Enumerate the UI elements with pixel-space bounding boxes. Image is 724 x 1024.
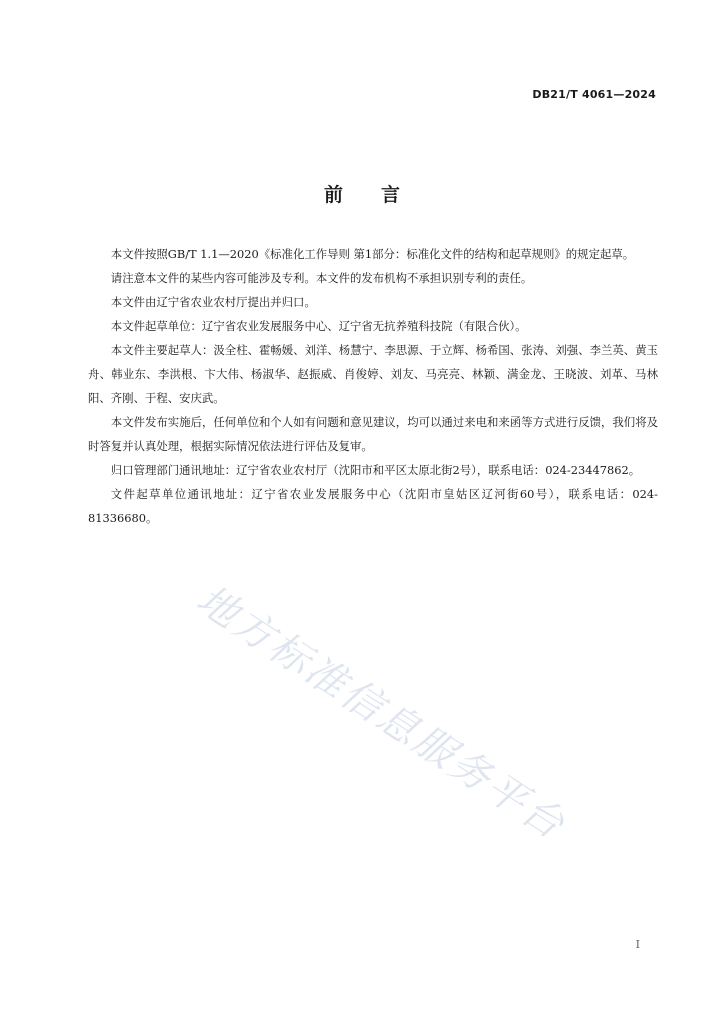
document-code: DB21/T 4061—2024 <box>532 88 656 101</box>
body-text <box>88 242 658 530</box>
paragraph-drafting-rules: 本文件按照GB/T 1.1—2020《标准化工作导则 第1部分：标准化文件的结构和起草规则》的规定起草。 <box>110 247 635 261</box>
watermark: 地方标准信息服务平台 <box>188 576 574 850</box>
paragraph-feedback: 本文件发布实施后，任何单位和个人如有问题和意见建议，均可以通过来电和来函等方式进行反馈，我们将及时答复并认真处理，根据实际情况依法进行评估及复审。 <box>88 415 658 453</box>
page-title: 前 言 <box>323 184 400 206</box>
paragraph-drafters: 本文件主要起草人：汲全柱、霍畅媛、刘洋、杨慧宁、李思源、于立辉、杨希国、张涛、刘强、李兰英、黄玉舟、韩业东、李洪根、卞大伟、杨淑华、赵振威、肖俊婷、刘友、马亮亮、林颖、满金龙、王晓波、刘革、马林阳、齐刚、于程、安庆武。 <box>88 343 658 405</box>
paragraph-authority-address: 归口管理部门通讯地址：辽宁省农业农村厅（沈阳市和平区太原北街2号），联系电话：024-23447862。 <box>110 463 641 477</box>
paragraph-proposer: 本文件由辽宁省农业农村厅提出并归口。 <box>110 295 316 309</box>
page-number: I <box>635 938 640 951</box>
paragraph-drafting-units: 本文件起草单位：辽宁省农业发展服务中心、辽宁省无抗养殖科技院（有限合伙）。 <box>110 319 527 333</box>
paragraph-drafter-address: 文件起草单位通讯地址：辽宁省农业发展服务中心（沈阳市皇姑区辽河街60号），联系电话：024-81336680。 <box>88 487 658 525</box>
paragraph-patent-notice: 请注意本文件的某些内容可能涉及专利。本文件的发布机构不承担识别专利的责任。 <box>110 271 533 285</box>
